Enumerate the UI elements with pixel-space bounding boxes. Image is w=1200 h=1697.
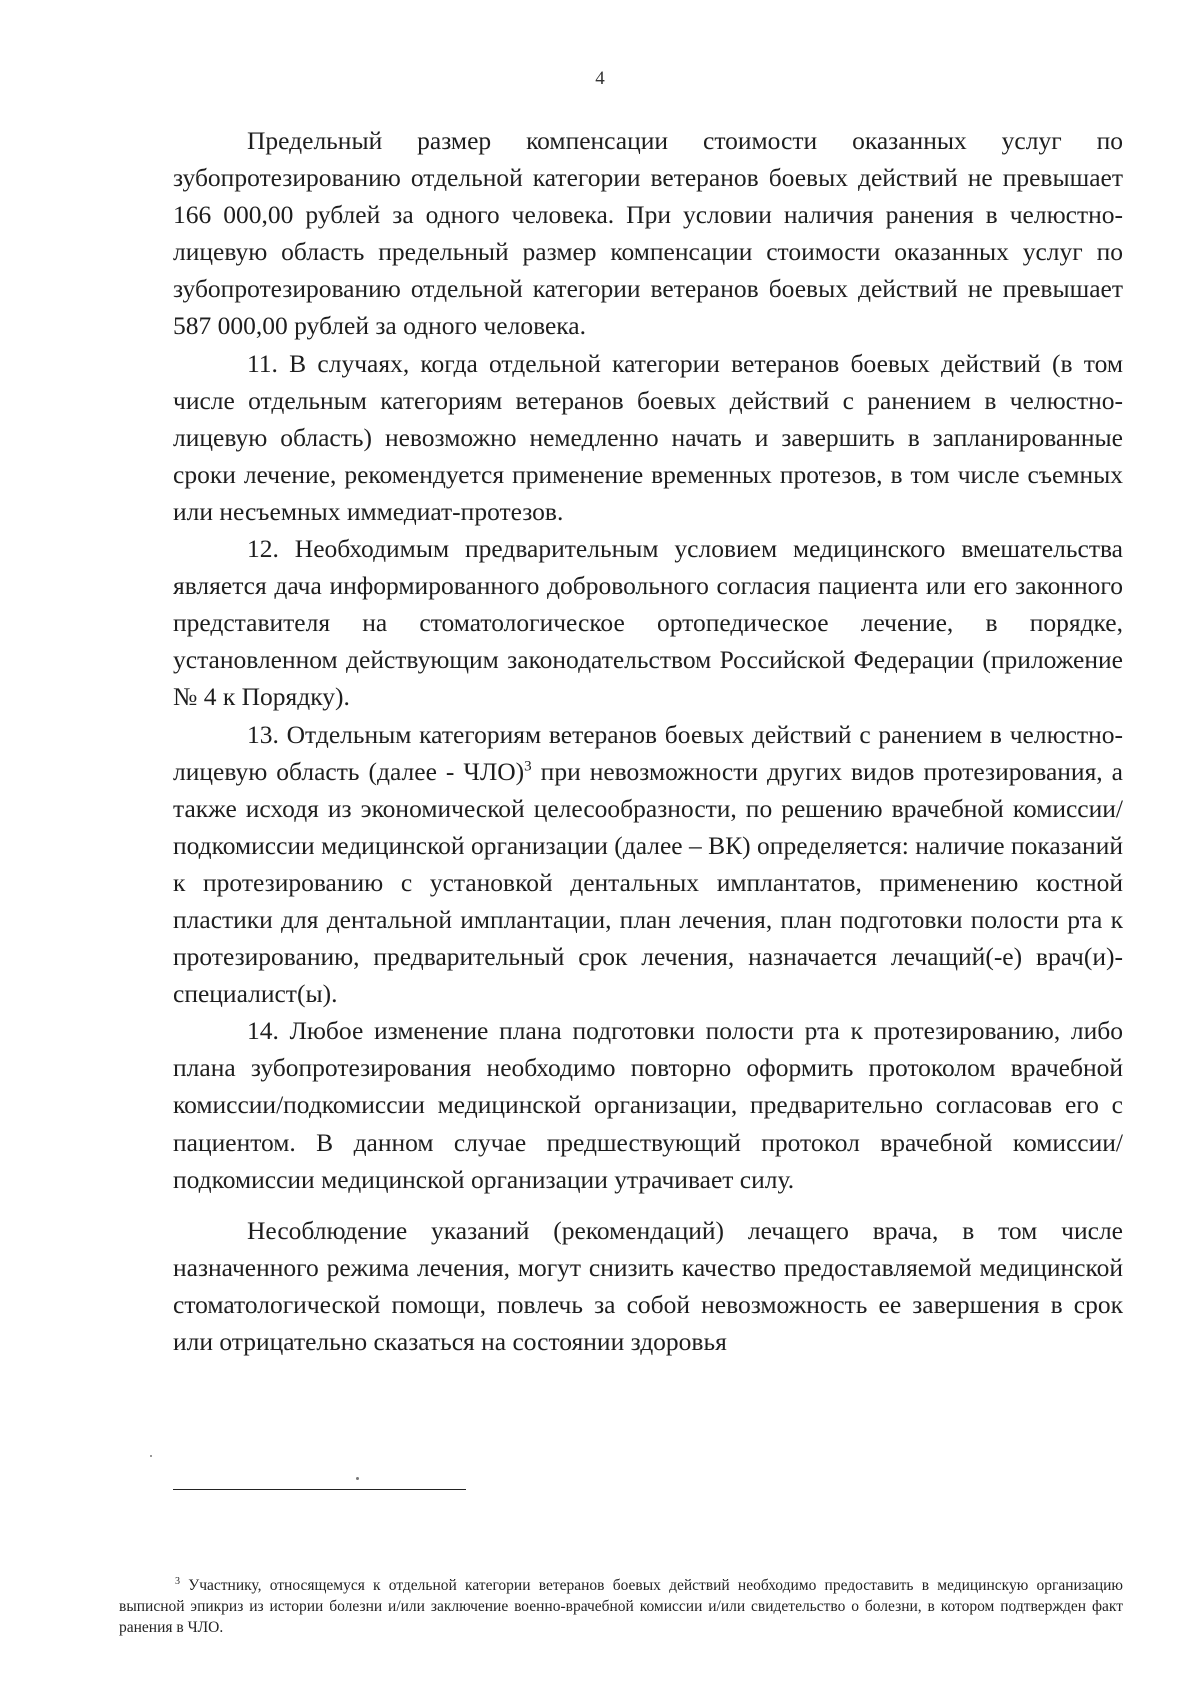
paragraph-14: 14. Любое изменение плана подготовки полости рта к протезированию, либо плана зубопротезирования необходимо повторно оформить протоколом врачебной комиссии/подкомиссии медицинской организации, предварительно согласовав его с пациентом. В данном случае предшествующий протокол врачебной комиссии/подкомиссии медицинской организации утрачивает силу. bbox=[173, 1016, 1123, 1194]
document-body bbox=[173, 122, 1123, 1360]
scan-speck bbox=[150, 1455, 152, 1457]
paragraph-noncompliance: Несоблюдение указаний (рекомендаций) лечащего врача, в том числе назначенного режима лечения, могут снизить качество предоставляемой медицинской стоматологической помощи, повлечь за собой невозможность ее завершения в срок или отрицательно сказаться на состоянии здоровья bbox=[173, 1215, 1123, 1356]
paragraph-13-part-1: 13. Отдельным категориям ветеранов боевых действий с ранением в челюстно-лицевую область (далее - ЧЛО) bbox=[173, 719, 1123, 786]
footnote-separator bbox=[173, 1489, 466, 1490]
paragraph-11: 11. В случаях, когда отдельной категории ветеранов боевых действий (в том числе отдельным категориям ветеранов боевых действий с ранением в челюстно-лицевую область) невозможно немедленно начать и завершить в запланированные сроки лечение, рекомендуется применение временных протезов, в том числе съемных или несъемных иммедиат-протезов. bbox=[173, 348, 1123, 526]
paragraph-compensation-limit: Предельный размер компенсации стоимости оказанных услуг по зубопротезированию отдельной категории ветеранов боевых действий не превышает 166 000,00 рублей за одного человека. При условии наличия ранения в челюстно-лицевую область предельный размер компенсации стоимости оказанных услуг по зубопротезированию отдельной категории ветеранов боевых действий не превышает 587 000,00 рублей за одного человека. bbox=[173, 126, 1123, 341]
footnote bbox=[119, 1575, 1123, 1638]
page-number: 4 bbox=[595, 68, 605, 89]
footnote-reference: 3 bbox=[524, 758, 532, 775]
footnote-text: Участнику, относящемуся к отдельной категории ветеранов боевых действий необходимо предоставить в медицинскую организацию выписной эпикриз из истории болезни и/или заключение военно-врачебной комиссии и/или свидетельство о болезни, в котором подтвержден факт ранения в ЧЛО. bbox=[119, 1577, 1124, 1636]
paragraph-12: 12. Необходимым предварительным условием медицинского вмешательства является дача информированного добровольного согласия пациента или его законного представителя на стоматологическое ортопедическое лечение, в порядке, установленном действующим законодательством Российской Федерации (приложение № 4 к Порядку). bbox=[173, 534, 1123, 712]
scan-speck bbox=[356, 1477, 359, 1480]
footnote-marker: 3 bbox=[175, 1575, 180, 1587]
paragraph-13-part-2: при невозможности других видов протезирования, а также исходя из экономической целесообразности, по решению врачебной комиссии/ подкомиссии медицинской организации (далее – ВК) определяется: наличие показаний к протезированию с установкой дентальных имплантатов, применению костной пластики для дентальной имплантации, план лечения, план подготовки полости рта к протезированию, предварительный срок лечения, назначается лечащий(-е) врач(и)-специалист(ы). bbox=[173, 756, 1123, 1009]
paragraph-13 bbox=[173, 716, 1123, 1013]
